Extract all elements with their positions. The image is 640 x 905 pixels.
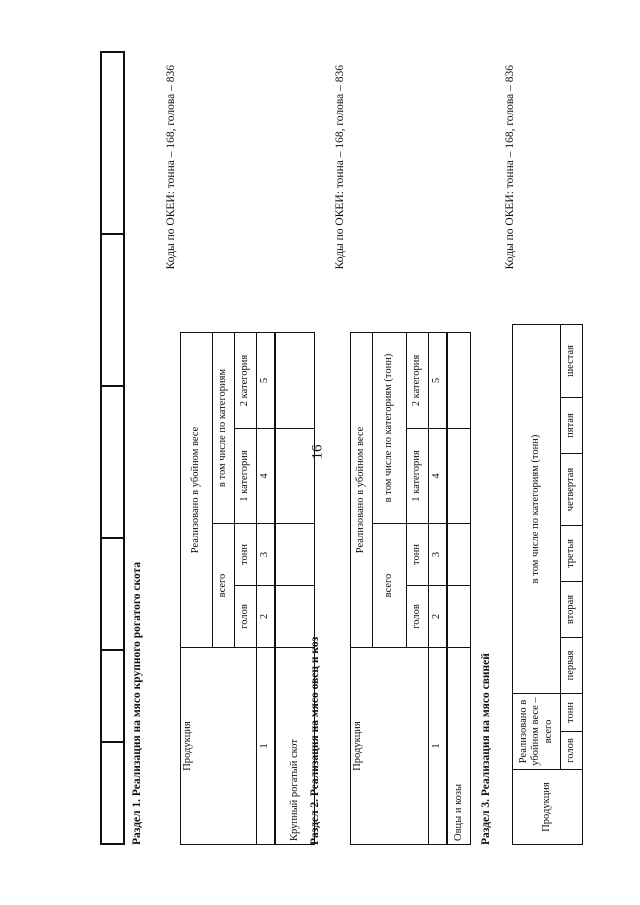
section1-codes: Коды по ОКЕИ: тонна – 168, голова – 836 bbox=[165, 65, 177, 270]
s2-header-incl: в том числе по категориям (тонн) bbox=[373, 332, 407, 523]
s1-cell bbox=[275, 524, 315, 586]
s1-colnum-5: 5 bbox=[257, 332, 275, 428]
s3-header-cat-3: третья bbox=[561, 525, 583, 581]
section1-title: Раздел 1. Реализация на мясо крупного рогатого скота bbox=[131, 561, 143, 845]
s3-header-cat-5: пятая bbox=[561, 397, 583, 453]
s1-header-cat2: 2 категория bbox=[235, 332, 257, 428]
section3-codes: Коды по ОКЕИ: тонна – 168, голова – 836 bbox=[504, 65, 516, 270]
s2-cell bbox=[447, 332, 471, 428]
grid-cell bbox=[101, 650, 124, 742]
s2-colnum-5: 5 bbox=[429, 332, 447, 428]
s3-header-cat-2: вторая bbox=[561, 581, 583, 637]
s2-cell bbox=[447, 524, 471, 586]
s1-header-product: Продукция bbox=[181, 648, 257, 845]
s2-header-product: Продукция bbox=[351, 648, 429, 845]
s2-cell bbox=[447, 586, 471, 648]
grid-cell bbox=[101, 234, 124, 386]
section2-codes: Коды по ОКЕИ: тонна – 168, голова – 836 bbox=[334, 65, 346, 270]
s2-row-label: Овцы и козы bbox=[447, 648, 471, 845]
s1-colnum-1: 1 bbox=[257, 648, 275, 845]
grid-cell bbox=[101, 538, 124, 650]
s1-header-cat1: 1 категория bbox=[235, 429, 257, 524]
page-number: 16 bbox=[309, 444, 326, 460]
s3-header-cat-1: первая bbox=[561, 637, 583, 693]
s3-header-cat-4: четвертая bbox=[561, 453, 583, 525]
s1-header-incl: в том числе по категориям bbox=[213, 332, 235, 523]
s3-header-cat-6: шестая bbox=[561, 324, 583, 397]
section3-title: Раздел 3. Реализация на мясо свиней bbox=[480, 653, 492, 845]
s2-colnum-1: 1 bbox=[429, 648, 447, 845]
grid-cell bbox=[101, 52, 124, 234]
s2-header-cat1: 1 категория bbox=[407, 429, 429, 524]
grid-cell bbox=[101, 742, 124, 844]
s1-header-total: всего bbox=[213, 524, 235, 648]
s2-header-tons: тонн bbox=[407, 524, 429, 586]
s2-header-total: всего bbox=[373, 524, 407, 648]
s1-header-heads: голов bbox=[235, 586, 257, 648]
s3-header-incl: в том числе по категориям (тонн) bbox=[513, 324, 561, 693]
top-blank-grid bbox=[100, 51, 125, 845]
rotated-page-content bbox=[20, 65, 580, 845]
s2-header-cat2: 2 категория bbox=[407, 332, 429, 428]
s3-header-realized: Реализовано в убойном весе – всего bbox=[513, 693, 561, 769]
grid-cell bbox=[101, 386, 124, 538]
s2-cell bbox=[447, 429, 471, 524]
s2-colnum-3: 3 bbox=[429, 524, 447, 586]
section2-title: Раздел 2. Реализация на мясо овец и коз bbox=[309, 636, 321, 845]
s1-colnum-3: 3 bbox=[257, 524, 275, 586]
s1-header-tons: тонн bbox=[235, 524, 257, 586]
section3-table bbox=[512, 324, 583, 845]
s3-header-tons: тонн bbox=[561, 693, 583, 731]
s2-header-heads: голов bbox=[407, 586, 429, 648]
section2-table bbox=[350, 332, 471, 845]
s1-cell bbox=[275, 429, 315, 524]
s1-colnum-4: 4 bbox=[257, 429, 275, 524]
s1-row-label: Крупный рогатый скот bbox=[275, 648, 315, 845]
s2-colnum-2: 2 bbox=[429, 586, 447, 648]
section1-table bbox=[180, 332, 315, 845]
s3-header-heads: голов bbox=[561, 732, 583, 770]
s2-header-realized: Реализовано в убойном весе bbox=[351, 332, 373, 647]
s1-cell bbox=[275, 332, 315, 428]
s2-colnum-4: 4 bbox=[429, 429, 447, 524]
s1-header-realized: Реализовано в убойном весе bbox=[181, 332, 213, 647]
s3-header-product: Продукция bbox=[513, 770, 583, 845]
s1-colnum-2: 2 bbox=[257, 586, 275, 648]
